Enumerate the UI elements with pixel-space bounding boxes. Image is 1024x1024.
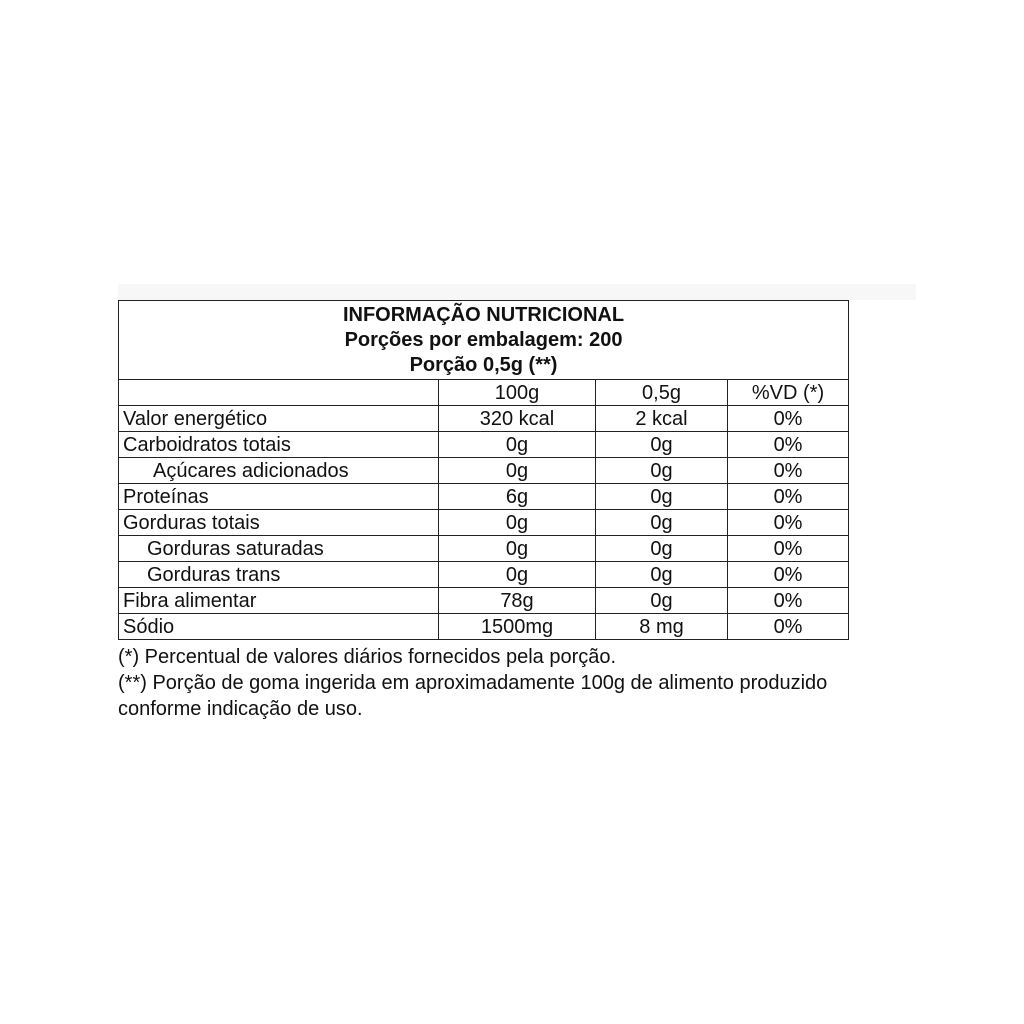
- table-header-row: [119, 301, 849, 380]
- table-row: [119, 432, 849, 458]
- table-header: [119, 301, 849, 380]
- top-strip: [118, 284, 916, 300]
- nutrient-value-100g: 6g: [439, 484, 596, 510]
- nutrient-value-serving: 0g: [596, 458, 728, 484]
- nutrient-value-dv: 0%: [728, 432, 849, 458]
- nutrient-value-serving: 0g: [596, 536, 728, 562]
- nutrient-value-dv: 0%: [728, 614, 849, 640]
- nutrient-value-dv: 0%: [728, 536, 849, 562]
- nutrient-value-serving: 8 mg: [596, 614, 728, 640]
- label-title: INFORMAÇÃO NUTRICIONAL: [342, 304, 625, 326]
- footnote-serving-line1: (**) Porção de goma ingerida em aproximadamente 100g de alimento produzido: [118, 672, 828, 694]
- nutrient-value-dv: 0%: [728, 458, 849, 484]
- nutrient-value-100g: 0g: [439, 562, 596, 588]
- column-header-empty: [119, 380, 439, 406]
- nutrient-name: Fibra alimentar: [119, 588, 439, 614]
- table-row: [119, 588, 849, 614]
- serving-size: Porção 0,5g (**): [409, 354, 558, 376]
- nutrient-value-dv: 0%: [728, 562, 849, 588]
- nutrient-name: Sódio: [119, 614, 439, 640]
- table-row: [119, 458, 849, 484]
- nutrition-table: [118, 300, 849, 640]
- footnote-dv: (*) Percentual de valores diários fornecidos pela porção.: [118, 646, 617, 668]
- nutrient-value-serving: 0g: [596, 484, 728, 510]
- nutrient-value-100g: 0g: [439, 536, 596, 562]
- nutrient-value-dv: 0%: [728, 484, 849, 510]
- nutrient-value-100g: 320 kcal: [439, 406, 596, 432]
- nutrient-name: Valor energético: [119, 406, 439, 432]
- nutrient-value-serving: 0g: [596, 432, 728, 458]
- nutrient-value-dv: 0%: [728, 406, 849, 432]
- table-row: [119, 562, 849, 588]
- table-row: [119, 536, 849, 562]
- nutrient-value-dv: 0%: [728, 588, 849, 614]
- nutrition-label: [118, 300, 918, 722]
- nutrient-value-100g: 78g: [439, 588, 596, 614]
- footnotes: [118, 644, 918, 722]
- column-header-dv: %VD (*): [728, 380, 849, 406]
- nutrient-value-100g: 0g: [439, 510, 596, 536]
- nutrient-name: Açúcares adicionados: [119, 458, 439, 484]
- column-header-row: [119, 380, 849, 406]
- table-row: [119, 510, 849, 536]
- nutrient-value-serving: 2 kcal: [596, 406, 728, 432]
- nutrient-value-serving: 0g: [596, 562, 728, 588]
- footnote-serving-line2: conforme indicação de uso.: [118, 698, 363, 720]
- nutrient-value-dv: 0%: [728, 510, 849, 536]
- table-row: [119, 484, 849, 510]
- nutrient-value-serving: 0g: [596, 588, 728, 614]
- table-row: [119, 614, 849, 640]
- column-header-serving: 0,5g: [596, 380, 728, 406]
- nutrient-name: Carboidratos totais: [119, 432, 439, 458]
- nutrient-name: Gorduras totais: [119, 510, 439, 536]
- table-row: [119, 406, 849, 432]
- nutrient-value-serving: 0g: [596, 510, 728, 536]
- nutrient-name: Proteínas: [119, 484, 439, 510]
- column-header-100g: 100g: [439, 380, 596, 406]
- nutrient-name: Gorduras saturadas: [119, 536, 439, 562]
- nutrient-name: Gorduras trans: [119, 562, 439, 588]
- nutrient-value-100g: 1500mg: [439, 614, 596, 640]
- nutrient-value-100g: 0g: [439, 458, 596, 484]
- servings-per-package: Porções por embalagem: 200: [344, 329, 623, 351]
- nutrient-value-100g: 0g: [439, 432, 596, 458]
